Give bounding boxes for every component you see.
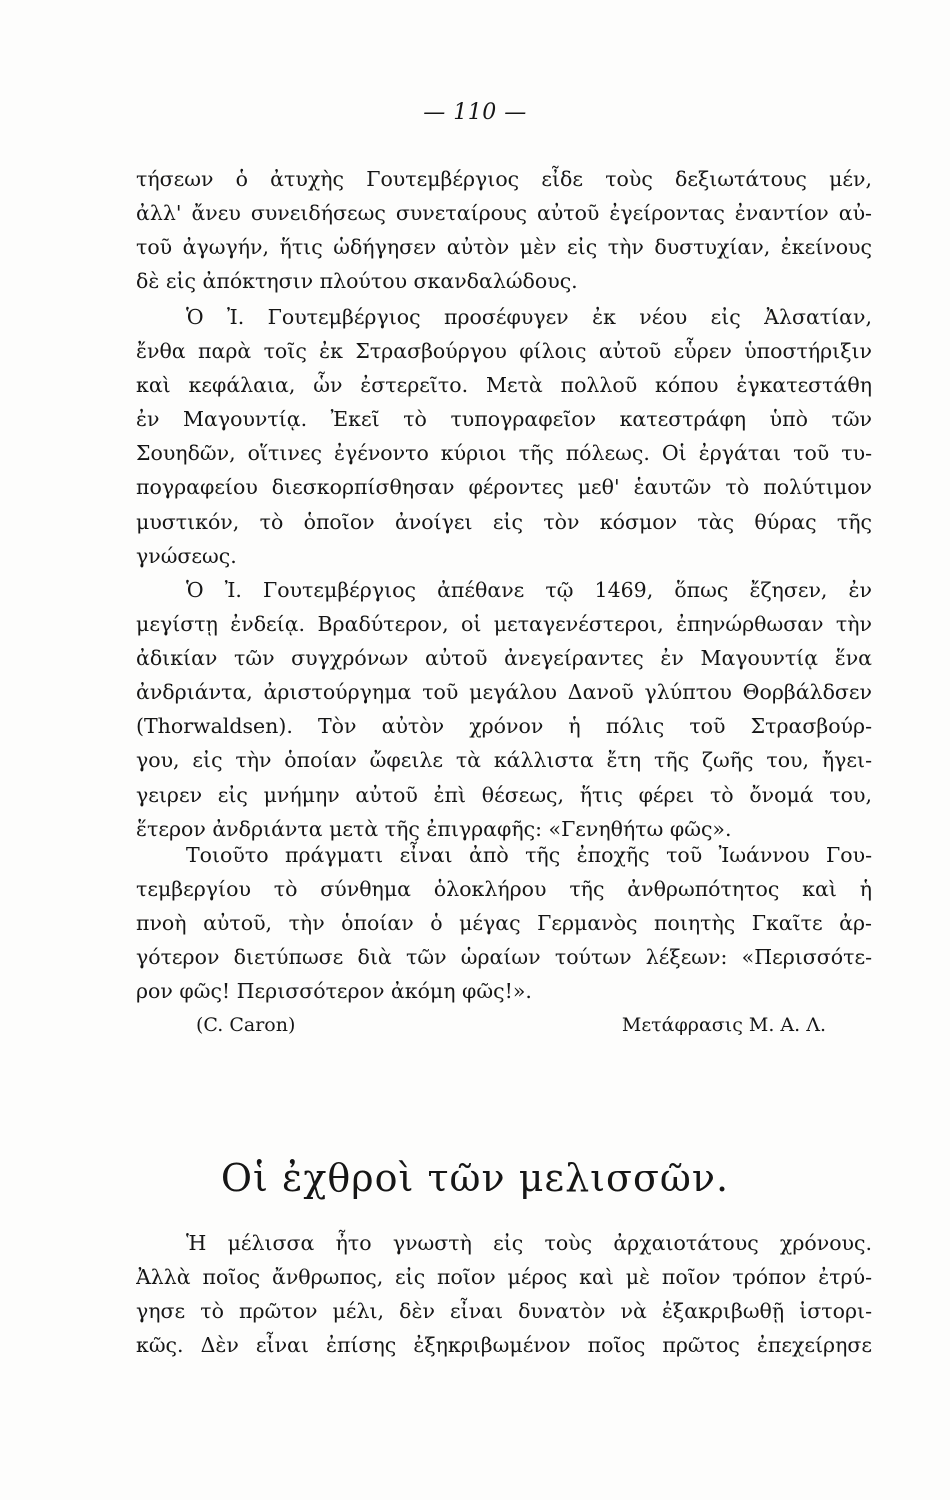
text-line: Ἀλλὰ ποῖος ἄνθρωπος, εἰς ποῖον μέρος καὶ μὲ ποῖον τρόπον ἐτρύ- bbox=[136, 1265, 872, 1290]
text-line: πνοὴ αὐτοῦ, τὴν ὁποίαν ὁ μέγας Γερμανὸς ποιητὴς Γκαῖτε ἀρ- bbox=[136, 911, 872, 936]
text-line: Ὁ Ἰ. Γουτεμβέργιος προσέφυγεν ἐκ νέου εἰς Ἀλσατίαν, bbox=[186, 305, 872, 329]
text-line: γνώσεως. bbox=[136, 543, 237, 568]
text-line: πογραφείου διεσκορπίσθησαν φέροντες μεθ' ἑαυτῶν τὸ πολύτιμον bbox=[136, 475, 872, 500]
text-line: ἀδικίαν τῶν συγχρόνων αὐτοῦ ἀνεγείραντες ἐν Μαγουντίᾳ ἕνα bbox=[136, 646, 872, 671]
text-line: καὶ κεφάλαια, ὧν ἐστερεῖτο. Μετὰ πολλοῦ κόπου ἐγκατεστάθη bbox=[136, 373, 872, 398]
text-line: γειρεν εἰς μνήμην αὐτοῦ ἐπὶ θέσεως, ἥτις φέρει τὸ ὄνομά του, bbox=[136, 782, 872, 807]
text-line: Τοιοῦτο πράγματι εἶναι ἀπὸ τῆς ἐποχῆς τοῦ Ἰωάννου Γου- bbox=[186, 843, 872, 867]
text-line: ἔνθα παρὰ τοῖς ἐκ Στρασβούργου φίλοις αὐτοῦ εὗρεν ὑποστήριξιν bbox=[136, 339, 872, 364]
text-line: γότερον διετύπωσε διὰ τῶν ὡραίων τούτων λέξεων: «Περισσότε- bbox=[136, 945, 872, 970]
author-credit: (C. Caron) bbox=[196, 1014, 296, 1036]
paragraph-1 bbox=[136, 162, 872, 298]
text-line: (Thorwaldsen). Τὸν αὐτὸν χρόνον ἡ πόλις τοῦ Στρασβούρ- bbox=[136, 714, 872, 739]
text-line: ἀλλ' ἄνευ συνειδήσεως συνεταίρους αὐτοῦ ἐγείροντας ἐναντίον αὐ- bbox=[136, 201, 872, 226]
text-line: τεμβεργίου τὸ σύνθημα ὁλοκλήρου τῆς ἀνθρωπότητος καὶ ἡ bbox=[136, 877, 872, 902]
page-number: — 110 — bbox=[423, 100, 527, 125]
text-line: ἀνδριάντα, ἀριστούργημα τοῦ μεγάλου Δανοῦ γλύπτου Θορβάλδσεν bbox=[136, 680, 872, 705]
paragraph-2 bbox=[136, 300, 872, 573]
text-line: ἐν Μαγουντίᾳ. Ἐκεῖ τὸ τυπογραφεῖον κατεστράφη ὑπὸ τῶν bbox=[136, 407, 872, 432]
text-line: τοῦ ἀγωγήν, ἥτις ὡδήγησεν αὐτὸν μὲν εἰς τὴν δυστυχίαν, ἐκείνους bbox=[136, 235, 872, 260]
article-paragraph bbox=[136, 1226, 872, 1362]
text-line: δὲ εἰς ἀπόκτησιν πλούτου σκανδαλώδους. bbox=[136, 269, 578, 294]
text-line: γου, εἰς τὴν ὁποίαν ὤφειλε τὰ κάλλιστα ἔτη τῆς ζωῆς του, ἤγει- bbox=[136, 748, 872, 773]
paragraph-3 bbox=[136, 573, 872, 846]
text-line: μυστικόν, τὸ ὁποῖον ἀνοίγει εἰς τὸν κόσμον τὰς θύρας τῆς bbox=[136, 509, 872, 534]
text-line: ἕτερον ἀνδριάντα μετὰ τῆς ἐπιγραφῆς: «Γενηθήτω φῶς». bbox=[136, 816, 732, 841]
text-line: Ὁ Ἰ. Γουτεμβέργιος ἀπέθανε τῷ 1469, ὅπως ἔζησεν, ἐν bbox=[186, 578, 872, 602]
text-line: κῶς. Δὲν εἶναι ἐπίσης ἐξηκριβωμένον ποῖος πρῶτος ἐπεχείρησε bbox=[136, 1333, 872, 1358]
text-line: τήσεων ὁ ἀτυχὴς Γουτεμβέργιος εἶδε τοὺς δεξιωτάτους μέν, bbox=[136, 167, 872, 191]
signature-row bbox=[196, 1014, 826, 1044]
text-line: Ἡ μέλισσα ἦτο γνωστὴ εἰς τοὺς ἀρχαιοτάτους χρόνους. bbox=[186, 1231, 872, 1255]
paragraph-4 bbox=[136, 838, 872, 1008]
text-line: ρον φῶς! Περισσότερον ἀκόμη φῶς!». bbox=[136, 979, 532, 1004]
text-line: Σουηδῶν, οἵτινες ἐγένοντο κύριοι τῆς πόλεως. Οἱ ἐργάται τοῦ τυ- bbox=[136, 441, 872, 466]
article-title: Οἱ ἐχθροὶ τῶν μελισσῶν. bbox=[220, 1156, 730, 1200]
text-line: γησε τὸ πρῶτον μέλι, δὲν εἶναι δυνατὸν νὰ ἐξακριβωθῇ ἱστορι- bbox=[136, 1299, 872, 1324]
translator-credit: Μετάφρασις Μ. Α. Λ. bbox=[621, 1014, 826, 1036]
text-line: μεγίστῃ ἐνδείᾳ. Βραδύτερον, οἱ μεταγενέστεροι, ἐπηνώρθωσαν τὴν bbox=[136, 612, 872, 637]
